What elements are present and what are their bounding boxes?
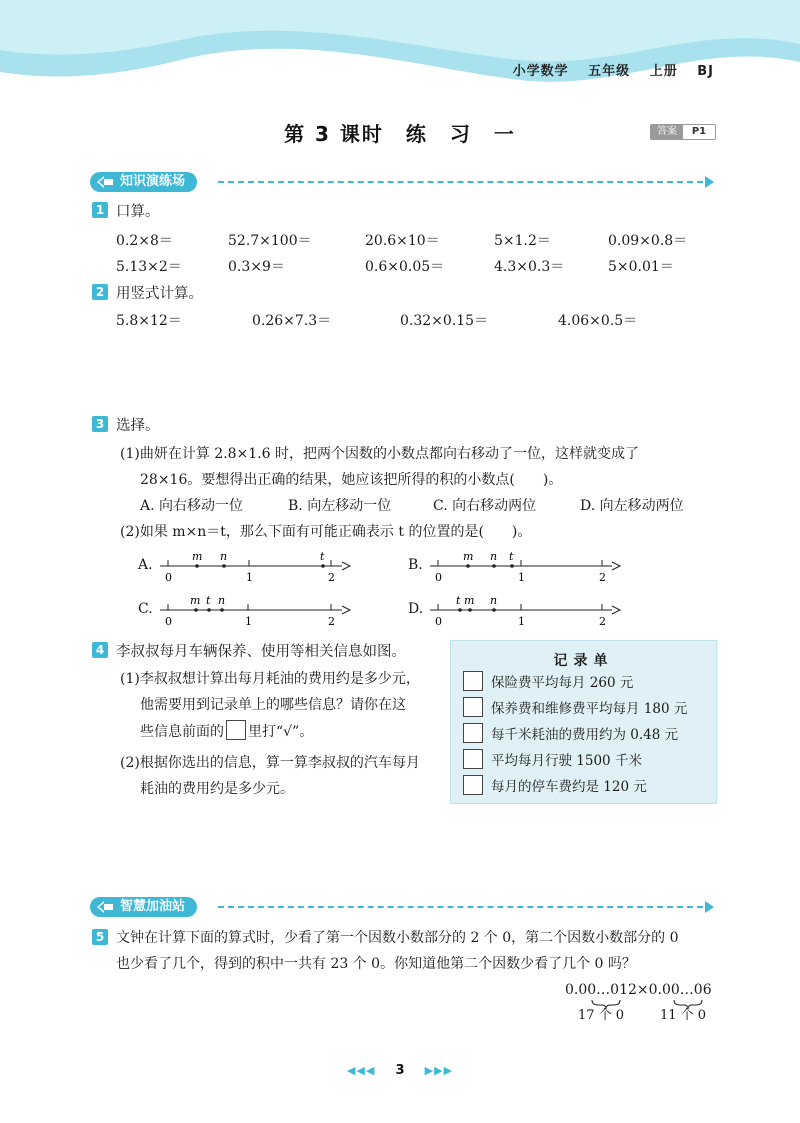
choice-option: A. 向右移动一位 [140,498,244,514]
vertical-calc-item: 4.06×0.5＝ [558,313,638,329]
vertical-calc-item: 0.32×0.15＝ [400,313,489,329]
lesson-title: 第 3 课时 练 习 一 [284,122,516,146]
point-m: m [464,594,475,607]
point-n: n [220,550,228,563]
section-label: 知识演练场 [120,174,186,189]
oral-calc-item: 52.7×100＝ [228,233,312,249]
record-row [463,749,642,769]
divider-arrow-icon [705,901,714,913]
section-divider [218,181,703,183]
point-t: t [320,550,325,563]
record-row [463,697,687,717]
point-n: n [490,550,498,563]
question-number: 4 [92,642,108,658]
question-text [140,720,313,741]
record-checkbox[interactable] [463,697,483,717]
choice-option: D. 向左移动两位 [580,498,684,514]
choice-option: C. 向右移动两位 [433,498,537,514]
question-text-part: 里打“√”。 [248,724,314,740]
page-footer [0,1063,800,1078]
section-banner-challenge [90,897,197,917]
record-item: 每千米耗油的费用约为 0.48 元 [491,727,679,743]
oral-calc-item: 5×1.2＝ [494,233,551,249]
question-number: 5 [92,929,108,945]
question-text-part: 些信息前面的 [140,724,224,740]
number-line-b [426,548,626,584]
question-title: 选择。 [116,418,160,434]
question-text: (1)曲妍在计算 2.8×1.6 时，把两个因数的小数点都向右移动了一位，这样就变成了 [120,446,639,462]
oral-calc-item: 4.3×0.3＝ [494,259,565,275]
volume-label: 上册 [649,64,678,79]
record-row [463,723,678,743]
point-m: m [192,550,203,563]
record-item: 保险费平均每月 260 元 [491,675,634,691]
question-title: 李叔叔每月车辆保养、使用等相关信息如图。 [116,644,406,660]
record-sheet [450,640,717,804]
tick-label: 0 [435,615,442,628]
point-m: m [190,594,201,607]
choice-option: B. 向左移动一位 [288,498,392,514]
section-banner-practice [90,172,197,192]
oral-calc-item: 0.3×9＝ [228,259,285,275]
formula: 0.00…012×0.00…06 [565,982,712,998]
number-line-d [426,592,626,628]
question-text: (1)李叔叔想计算出每月耗油的费用约是多少元， [120,671,420,687]
point-t: t [206,594,211,607]
edition-label: BJ [697,64,714,79]
tick-label: 2 [599,571,606,584]
option-label: C. [138,601,153,617]
grade-label: 五年级 [588,64,631,79]
answer-badge [650,124,716,140]
point-n: n [218,594,226,607]
brace-label: 11 个 0 [660,1008,707,1023]
section-label: 智慧加油站 [120,899,186,914]
tick-label: 2 [328,615,335,628]
arrow-icon [96,899,114,915]
record-checkbox[interactable] [463,775,483,795]
record-title: 记录单 [553,653,614,669]
section-divider [218,906,703,908]
question-text: (2)根据你选出的信息，算一算李叔叔的汽车每月 [120,755,420,771]
record-row [463,671,633,691]
question-text: 28×16。要想得出正确的结果，她应该把所得的积的小数点( )。 [140,472,563,488]
record-item: 保养费和维修费平均每月 180 元 [491,701,688,717]
tick-label: 0 [435,571,442,584]
tick-label: 1 [246,571,253,584]
oral-calc-item: 0.6×0.05＝ [365,259,445,275]
question-text: 也少看了几个，得到的积中一共有 23 个 0。你知道他第二个因数少看了几个 0 吗？ [116,956,636,972]
point-n: n [490,594,498,607]
tick-label: 2 [599,615,606,628]
checkbox-sample [226,720,246,740]
arrow-icon [96,174,114,190]
tick-label: 2 [328,571,335,584]
record-checkbox[interactable] [463,749,483,769]
page-number: 3 [395,1063,405,1078]
tick-label: 0 [165,571,172,584]
question-title: 口算。 [116,204,160,220]
option-label: A. [138,557,153,573]
header-wave-banner [0,0,800,110]
number-line-c [156,592,356,628]
record-row [463,775,647,795]
oral-calc-item: 0.09×0.8＝ [608,233,688,249]
record-item: 每月的停车费约是 120 元 [491,779,647,795]
question-text: (2)如果 m×n＝t，那么下面有可能正确表示 t 的位置的是( )。 [120,524,532,540]
record-checkbox[interactable] [463,723,483,743]
tick-label: 1 [518,571,525,584]
number-line-a [156,548,356,584]
record-item: 平均每月行驶 1500 千米 [491,753,642,769]
option-label: D. [408,601,424,617]
prev-arrows-icon: ◀◀◀ [346,1064,376,1077]
oral-calc-item: 20.6×10＝ [365,233,440,249]
point-m: m [463,550,474,563]
oral-calc-item: 0.2×8＝ [116,233,173,249]
question-number: 2 [92,284,108,300]
oral-calc-item: 5×0.01＝ [608,259,674,275]
question-number: 1 [92,202,108,218]
subject-label: 小学数学 [512,64,569,79]
divider-arrow-icon [705,176,714,188]
oral-calc-item: 5.13×2＝ [116,259,182,275]
book-info [499,60,714,79]
record-checkbox[interactable] [463,671,483,691]
vertical-calc-item: 5.8×12＝ [116,313,182,329]
point-t: t [456,594,461,607]
point-t: t [509,550,514,563]
vertical-calc-item: 0.26×7.3＝ [252,313,332,329]
question-text: 耗油的费用约是多少元。 [140,781,294,797]
tick-label: 0 [165,615,172,628]
brace-label: 17 个 0 [578,1008,625,1023]
next-arrows-icon: ▶▶▶ [424,1064,454,1077]
option-label: B. [408,557,423,573]
question-number: 3 [92,416,108,432]
question-title: 用竖式计算。 [116,286,203,302]
tick-label: 1 [518,615,525,628]
question-text: 文钟在计算下面的算式时，少看了第一个因数小数部分的 2 个 0，第二个因数小数部分的 0 [116,930,679,946]
answer-page: P1 [691,126,707,137]
question-text: 他需要用到记录单上的哪些信息？请你在这 [140,697,406,713]
tick-label: 1 [245,615,252,628]
answer-label: 答案 [651,125,683,139]
